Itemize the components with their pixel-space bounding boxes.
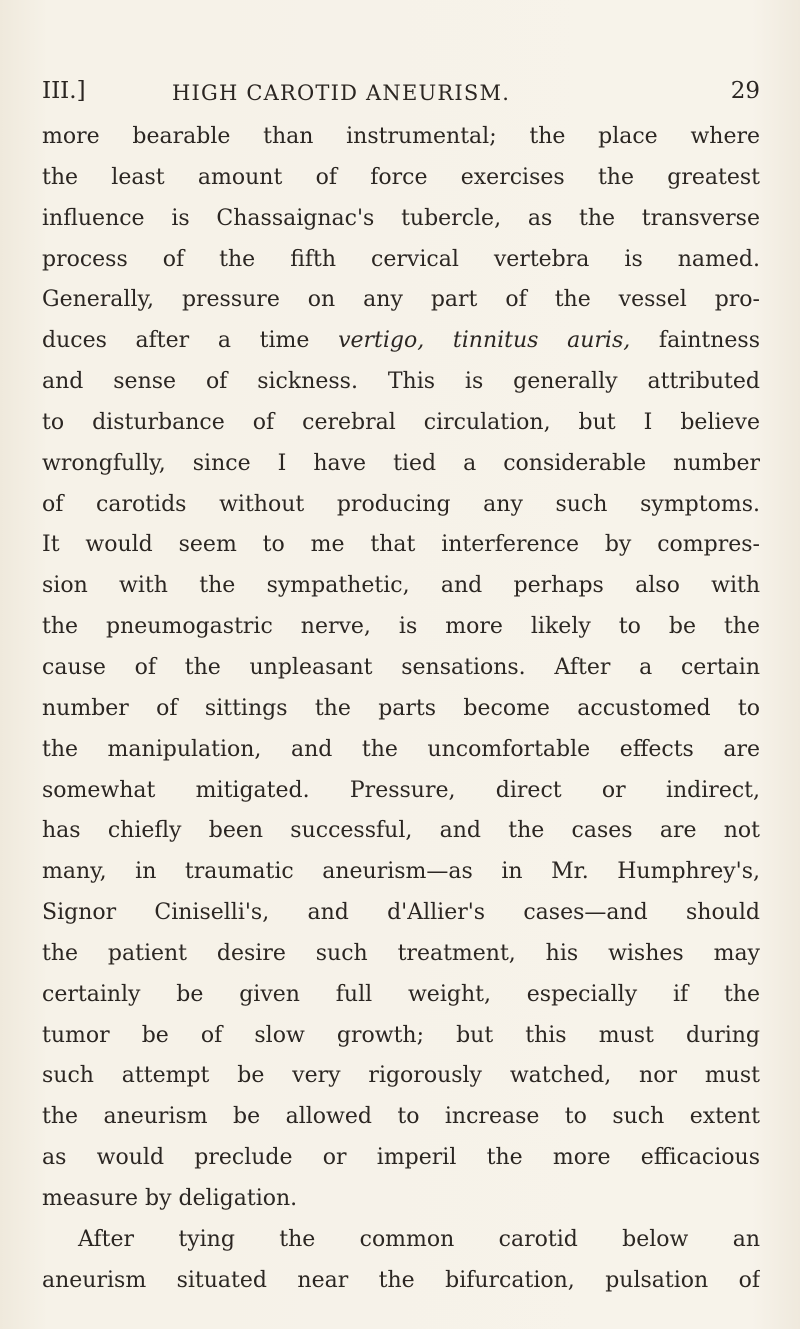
paragraph-1	[42, 117, 760, 1220]
text-line: the pneumogastric nerve, is more likely to be the	[42, 614, 760, 640]
text-line: as would preclude or imperil the more efficacious	[42, 1145, 760, 1171]
text-segment: duces after a time	[42, 328, 310, 354]
text-line: process of the fifth cervical vertebra is named.	[42, 246, 760, 272]
text-line: Generally, pressure on any part of the vessel pro-	[42, 287, 760, 313]
text-line: number of sittings the parts become accustomed to	[42, 695, 760, 721]
text-line-with-italics	[42, 321, 760, 362]
paragraph-2	[42, 1220, 760, 1302]
text-line: wrongfully, since I have tied a considerable number	[42, 450, 760, 476]
text-line: aneurism situated near the bifurcation, pulsation of	[42, 1267, 760, 1293]
text-line: the aneurism be allowed to increase to such extent	[42, 1104, 760, 1130]
text-line: the patient desire such treatment, his wishes may	[42, 940, 760, 966]
text-line: to disturbance of cerebral circulation, but I believe	[42, 409, 760, 435]
text-line: cause of the unpleasant sensations. After a certain	[42, 654, 760, 680]
text-line: influence is Chassaignac's tubercle, as the transverse	[42, 205, 760, 231]
chapter-marker: III.]	[42, 78, 86, 104]
text-line: somewhat mitigated. Pressure, direct or indirect,	[42, 777, 760, 803]
text-line: measure by deligation.	[42, 1185, 298, 1211]
text-line: It would seem to me that interference by compres-	[42, 532, 760, 558]
page-number: 29	[730, 78, 760, 104]
text-line: and sense of sickness. This is generally attributed	[42, 369, 760, 395]
body-text	[42, 117, 760, 1301]
text-line: many, in traumatic aneurism—as in Mr. Humphrey's,	[42, 859, 760, 885]
text-line: tumor be of slow growth; but this must during	[42, 1022, 760, 1048]
text-line: more bearable than instrumental; the place where	[42, 124, 760, 149]
text-line: Signor Ciniselli's, and d'Allier's cases—and should	[42, 900, 760, 926]
text-segment: faintness	[658, 328, 760, 354]
running-header	[42, 78, 760, 112]
text-line: certainly be given full weight, especially if the	[42, 981, 760, 1007]
text-line: has chiefly been successful, and the cases are not	[42, 818, 760, 844]
text-line: sion with the sympathetic, and perhaps also with	[42, 573, 760, 599]
running-title: HIGH CAROTID ANEURISM.	[172, 81, 511, 105]
text-line: of carotids without producing any such symptoms.	[42, 491, 760, 517]
italic-phrase: vertigo, tinnitus auris,	[338, 328, 631, 354]
text-line: such attempt be very rigorously watched, nor must	[42, 1063, 760, 1089]
text-line: the least amount of force exercises the greatest	[42, 164, 760, 190]
text-line: After tying the common carotid below an	[78, 1226, 760, 1252]
text-line: the manipulation, and the uncomfortable effects are	[42, 736, 760, 762]
